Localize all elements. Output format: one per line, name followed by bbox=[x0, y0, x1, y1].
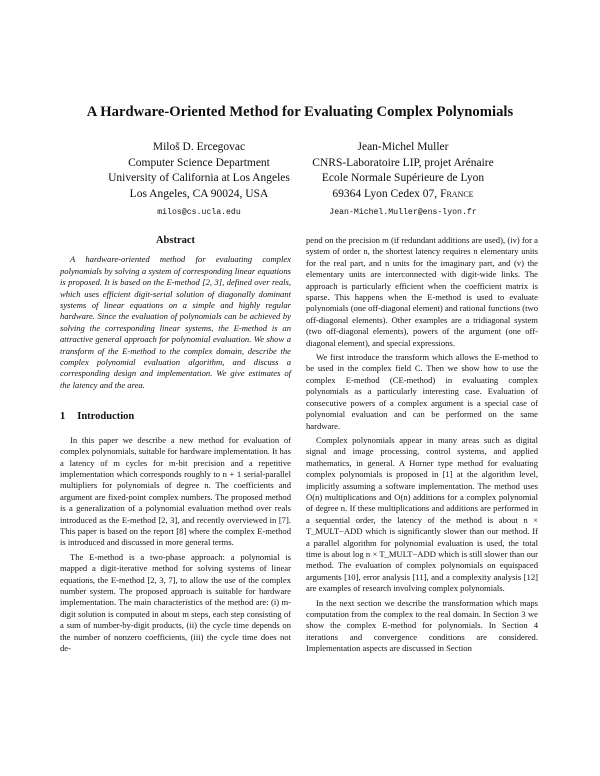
section-heading-introduction bbox=[60, 411, 291, 422]
author-name: Miloš D. Ercegovac bbox=[152, 141, 246, 153]
intro-paragraph-2: The E-method is a two-phase approach: a polynomial is mapped a digit-iterative method for solving systems of linear equations, the E-method [2, 3, 7], to allow the use of the complex number system. The proposed approach is suitable for hardware implementation. The main characteristics of the method are: (i) m-digit solution is computed in about m steps, each step consisting of a sum of number-by-digit products, (ii) the cycle time depends on the number of nonzero coefficients, (iii) the cycle time does not de- bbox=[60, 551, 291, 653]
paper-title: A Hardware-Oriented Method for Evaluating Complex Polynomials bbox=[86, 104, 514, 120]
left-column bbox=[60, 235, 291, 654]
author-address: 69364 Lyon Cedex 07, bbox=[332, 187, 441, 200]
author-affiliation-line: University of California at Los Angeles bbox=[108, 172, 290, 185]
author-country: France bbox=[440, 187, 474, 200]
abstract-heading: Abstract bbox=[155, 235, 196, 246]
author-affiliation-line: Computer Science Department bbox=[128, 156, 270, 169]
intro-paragraph-3: We first introduce the transform which allows the E-method to be used in the complex field C. Then we show how to use the complex E-method (CE-method) in evaluating complex polynomials as a particularly interesting case. Evaluation of consecutive powers of a complex argument is a special case of polynomial evaluation and can be performed on the same hardware. bbox=[306, 352, 538, 431]
intro-paragraph-1: In this paper we describe a new method for evaluation of complex polynomials, suitable for hardware implementation. It has a latency of m cycles for m-bit precision and a repetitive implementation which corresponds roughly to n + 1 serial-parallel multipliers for polynomials of degree n. The coefficients and argument are fixed-point complex numbers. The proposed method is a generalization of a polynomial evaluation method over reals introduced as the E-method [2, 3], and recently overviewed in [7]. This paper is based on the report [8] where the complex E-method is introduced and discussed in more general terms. bbox=[60, 434, 291, 548]
author-affiliation-line: Ecole Normale Supérieure de Lyon bbox=[321, 172, 485, 185]
intro-paragraph-2-continued: pend on the precision m (if redundant additions are used), (iv) for a system of order n, the shortest latency requires n elementary units for the real part, and n units for the imaginary part, and (v) the elementary units are interconnected with digit-wide links. The approach is particularly efficient when the coefficient matrix is sparse. This happens when the E-method is used to evaluate polynomials (one off-diagonal element) and rational functions (two off-diagonal elements). Other examples are a tridiagonal system (two off-diagonal elements), powers of the argument (one off-diagonal element), and special expressions. bbox=[306, 235, 538, 348]
author-affiliation-line: Los Angeles, CA 90024, USA bbox=[129, 187, 269, 200]
intro-paragraph-4: Complex polynomials appear in many areas such as digital signal and image processing, control systems, and applied mathematics, in general. A Horner type method for evaluating complex polynomials is proposed in [1] at the algorithm level, implicitly assuming a software implementation. The method uses O(n) multiplications and O(n) additions for a complex polynomial of degree n. If these multiplications and additions are performed in a sequential order, the latency of the method is about n × T_MULT−ADD which is significantly slower than our method. If a parallel algorithm for polynomial evaluation is used, the total time is about log n × T_MULT−ADD which is still slower than our method. The evaluation of complex polynomials on equispaced arguments [10], error analysis [11], and a complexity analysis [12] are examples of research involving complex polynomials. bbox=[306, 434, 538, 594]
author-email: Jean-Michel.Muller@ens-lyon.fr bbox=[329, 208, 477, 218]
abstract-text: A hardware-oriented method for evaluating complex polynomials by solving a system of corresponding linear equations is proposed. It is based on the E-method [2, 3], defined over reals, which uses efficient digit-serial solution of diagonally dominant systems of linear equations on a simple and highly regular hardware. Since the evaluation of polynomials can be achieved by solving the corresponding linear systems, the E-method is an attractive general approach for polynomial evaluation. We show a transform of the E-method to the complex domain, describe the complex polynomial evaluation algorithm, and discuss a corresponding design and implementation. We give estimates of the latency and the area. bbox=[60, 254, 291, 390]
author-email: milos@cs.ucla.edu bbox=[157, 208, 241, 218]
section-number: 1 bbox=[60, 411, 66, 423]
author-name: Jean-Michel Muller bbox=[357, 141, 449, 153]
author-block-muller bbox=[300, 140, 506, 221]
author-affiliation-line: CNRS-Laboratoire LIP, projet Arénaire bbox=[312, 156, 494, 169]
author-affiliation-line bbox=[300, 187, 506, 203]
author-block-ercegovac bbox=[90, 140, 308, 221]
intro-paragraph-5: In the next section we describe the transformation which maps computation from the complex to the real domain. In Section 3 we show the complex E-method for polynomials. In Section 4 iterations and convergence conditions are considered. Implementation aspects are discussed in Section bbox=[306, 597, 538, 654]
right-column bbox=[306, 235, 538, 655]
section-title: Introduction bbox=[77, 411, 135, 423]
